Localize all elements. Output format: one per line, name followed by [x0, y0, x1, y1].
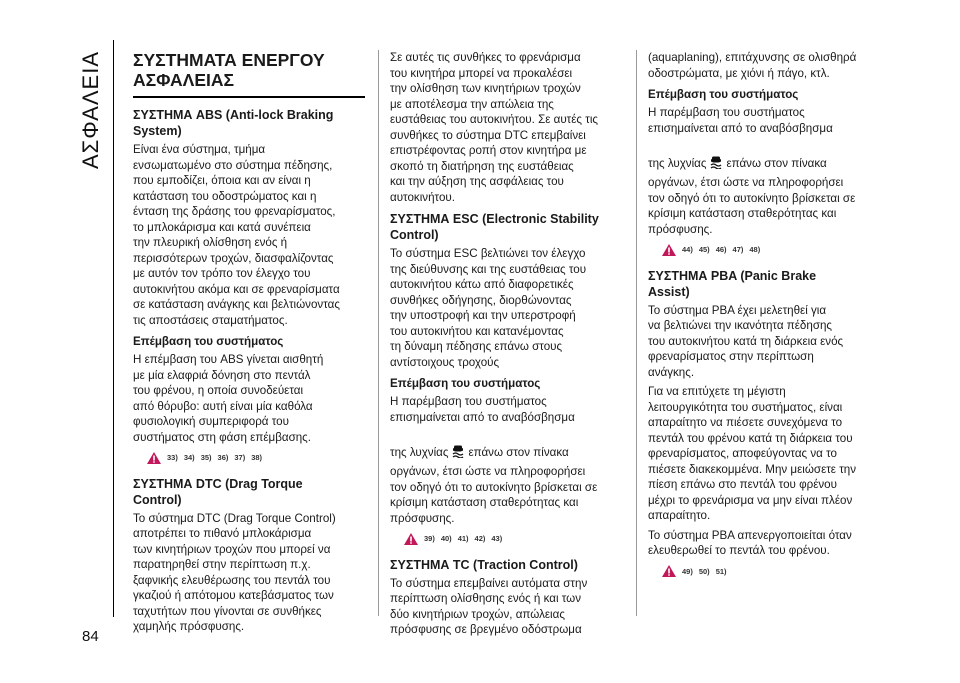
dtc-heading: ΣΥΣΤΗΜΑ DTC (Drag Torque Control): [133, 476, 303, 507]
column-divider: [378, 50, 379, 616]
column-2: [390, 50, 622, 642]
esc-sub-line2: οργάνων, έτσι ώστε να πληροφορήσει τον οδηγό ότι το αυτοκίνητο βρίσκεται σε κρίσιμη κατάσταση σταθερότητας και πρόσφυσης.: [390, 465, 598, 525]
side-section-title: ΑΣΦΑΛΕΙΑ: [78, 50, 103, 170]
ref-45: 45): [698, 245, 710, 254]
ref-39: 39): [424, 534, 435, 543]
tc-body: Το σύστημα επεμβαίνει αυτόματα στην περίπτωση ολίσθησης ενός ή και των δύο κινητήριων τροχών, απώλειας πρόσφυσης σε βρεγμένο οδόστρωμα: [390, 576, 588, 636]
pba-body-1: Το σύστημα PBA έχει μελετηθεί για να βελτιώνει την ικανότητα πέδησης του αυτοκινήτου κατά τη διάρκεια ενός φρεναρίσματος στην περίπτωση ανάγκης.: [648, 303, 844, 379]
ref-41: 41): [457, 534, 469, 543]
ref-38: 38): [251, 453, 263, 462]
pba-warning-refs: [662, 564, 880, 580]
main-title: ΣΥΣΤΗΜΑΤΑ ΕΝΕΡΓΟΥ ΑΣΦΑΛΕΙΑΣ: [133, 50, 325, 90]
ref-44: 44): [682, 245, 693, 254]
esc-heading: ΣΥΣΤΗΜΑ ESC (Electronic Stability Control): [390, 212, 599, 242]
ref-40: 40): [440, 534, 452, 543]
column-divider: [636, 50, 637, 616]
tc-skid-lamp-icon: [709, 156, 723, 169]
ref-35: 35): [200, 453, 212, 462]
abs-sub-heading: Επέμβαση του συστήματος: [133, 335, 284, 348]
abs-sub-body: Η επέμβαση του ABS γίνεται αισθητή με μία ελαφριά δόνηση στο πεντάλ του φρένου, η οποία συνοδεύεται από θόρυβο: αυτή είναι μία καθόλα φυσιολογική συμπεριφορά του συστήματος στη φάση επέμβασης.: [133, 353, 324, 444]
esc-sub-heading: Επέμβαση του συστήματος: [390, 377, 541, 390]
esc-body: Το σύστημα ESC βελτιώνει τον έλεγχο της διεύθυνσης και της ευστάθειας του αυτοκινήτου κάτω από διαφορετικές συνθήκες οδήγησης, διορθώνοντας την υποστροφή και την υπερστροφή του αυτοκινήτου και κατανέμοντας τη δύναμη πέδησης επάνω στους αντίστοιχους τροχούς: [390, 247, 587, 369]
margin-rule: [113, 40, 114, 617]
tc-sub-icon-line: [648, 140, 880, 171]
tc-post-icon-text: επάνω στον πίνακα: [726, 156, 827, 170]
tc-pre-icon-text: της λυχνίας: [648, 156, 707, 170]
ref-50: 50): [698, 566, 710, 576]
esc-sub-icon-line: [390, 429, 622, 460]
abs-body: Είναι ένα σύστημα, τμήμα ενσωματωμένο στο σύστημα πέδησης, που εμποδίζει, όποια και αν είναι η κατάσταση του οδοστρώματος και η ένταση της δράσης του φρεναρίσματος, το μπλοκάρισμα και κατά συνέπεια την πλευρική ολίσθηση ενός ή περισσότερων τροχών, διασφαλίζοντας με αυτόν τον τρόπο τον έλεγχο του αυτοκινήτου ακόμα και σε φρεναρίσματα σε κατάσταση ανάγκης και βελτιώνοντας τις αποστάσεις σταματήματος.: [133, 143, 340, 327]
warning-icon: [662, 244, 676, 256]
ref-48: 48): [749, 245, 761, 254]
ref-46: 46): [715, 245, 727, 254]
dtc-body: Το σύστημα DTC (Drag Torque Control) αποτρέπει το πιθανό μπλοκάρισμα των κινητήριων τροχών που μπορεί να παρατηρηθεί στην περίπτωση π.χ. ξαφνικής ελευθέρωσης του πεντάλ του γκαζιού ή απότομου κατεβάσματος των ταχυτήτων που γίνονται σε συνθήκες χαμηλής πρόσφυσης.: [133, 511, 336, 633]
esc-post-icon-text: επάνω στον πίνακα: [468, 445, 569, 459]
tc-sub-heading: Επέμβαση του συστήματος: [648, 88, 799, 101]
column-1: [133, 50, 365, 639]
tc-warning-refs: [662, 242, 880, 258]
esc-warning-refs: [404, 531, 622, 547]
ref-37: 37): [234, 453, 246, 462]
abs-warning-refs: [147, 450, 365, 466]
tc-continued-body: (aquaplaning), επιτάχυνσης σε ολισθηρά οδοστρώματα, με χιόνι ή πάγο, κτλ.: [648, 51, 857, 80]
page-number: 84: [82, 628, 99, 645]
warning-icon: [662, 565, 676, 577]
ref-47: 47): [732, 245, 744, 254]
ref-33: 33): [167, 453, 178, 462]
esc-pre-icon-text: της λυχνίας: [390, 445, 449, 459]
tc-sub-line2: οργάνων, έτσι ώστε να πληροφορήσει τον οδηγό ότι το αυτοκίνητο βρίσκεται σε κρίσιμη κατάσταση σταθερότητας και πρόσφυσης.: [648, 176, 856, 236]
pba-body-2: Για να επιτύχετε τη μέγιστη λειτουργικότητα του συστήματος, είναι απαραίτητο να πιέσετε συνεχόμενα το πεντάλ του φρένου κατά τη διάρκεια του φρεναρίσματος, αποφεύγοντας να το πιέσετε διακεκομμένα. Μην μειώσετε την πίεση επάνω στο πεντάλ του φρένου μέχρι το φρενάρισμα να μην είναι πλέον απαραίτητο.: [648, 385, 857, 522]
warning-icon: [147, 452, 161, 464]
column-3: [648, 50, 880, 589]
ref-34: 34): [183, 453, 195, 462]
pba-heading: ΣΥΣΤΗΜΑ PBA (Panic Brake Assist): [648, 268, 817, 299]
tc-heading: ΣΥΣΤΗΜΑ TC (Traction Control): [390, 557, 578, 572]
ref-51: 51): [715, 566, 727, 576]
ref-42: 42): [474, 534, 486, 543]
tc-sub-line1: Η παρέμβαση του συστήματος επισημαίνεται από το αναβόσβησμα: [648, 106, 833, 135]
warning-icon: [404, 533, 418, 545]
pba-body-3: Το σύστημα PBA απενεργοποιείται όταν ελευθερωθεί το πεντάλ του φρένου.: [648, 528, 852, 557]
ref-36: 36): [217, 453, 229, 462]
ref-43: 43): [491, 534, 503, 543]
esc-skid-lamp-icon: [451, 445, 465, 458]
dtc-continued-body: Σε αυτές τις συνθήκες το φρενάρισμα του κινητήρα μπορεί να προκαλέσει την ολίσθηση των κινητήριων τροχών με αποτέλεσμα την απώλεια της ευστάθειας του αυτοκινήτου. Σε αυτές τις συνθήκες το σύστημα DTC επεμβαίνει επιστρέφοντας ροπή στον κινητήρα με σκοπό τη διατήρηση της ευστάθειας και την αύξηση της ασφάλειας του αυτοκινήτου.: [390, 51, 598, 204]
abs-heading: ΣΥΣΤΗΜΑ ABS (Anti-lock Braking System): [133, 108, 334, 138]
esc-sub-line1: Η παρέμβαση του συστήματος επισημαίνεται από το αναβόσβησμα: [390, 395, 575, 424]
title-rule: [133, 96, 365, 98]
ref-49: 49): [682, 566, 693, 576]
